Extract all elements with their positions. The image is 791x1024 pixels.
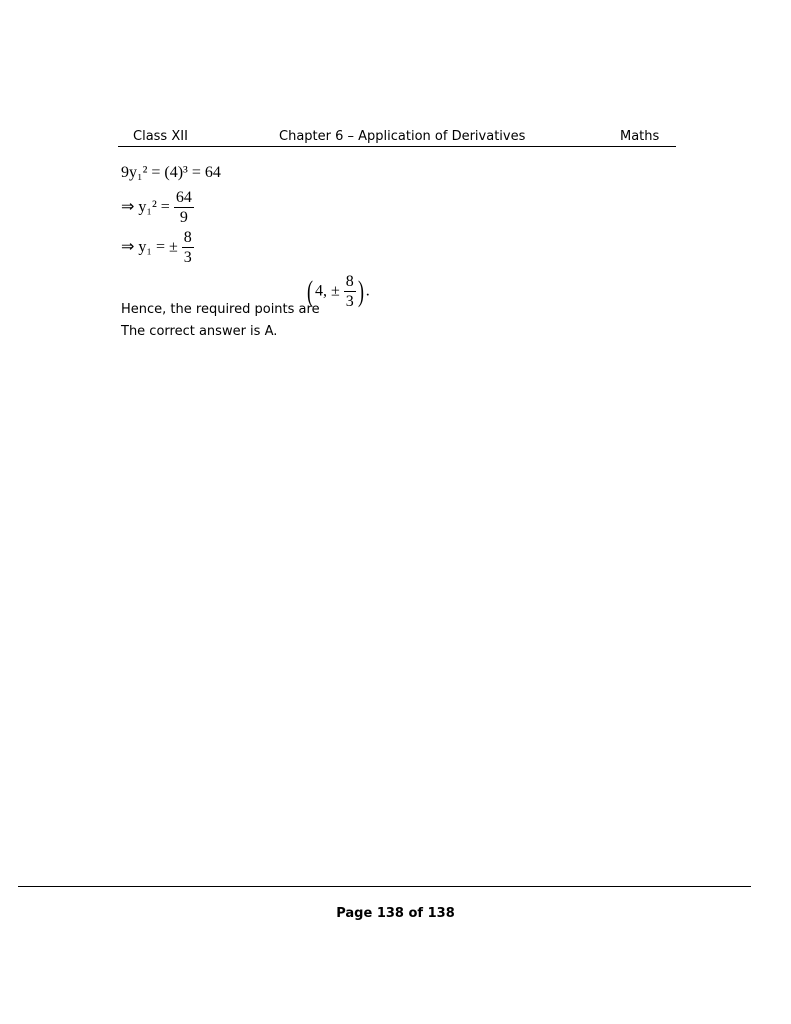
point-expression: ( 4, ± $\frac{8}{3}$ ) . [307, 273, 370, 310]
answer-text: The correct answer is A. [121, 324, 278, 339]
footer-rule [18, 886, 751, 887]
point-prefix: 4, ± [315, 282, 340, 300]
denominator: 3 [183, 249, 192, 266]
header-rule [118, 146, 676, 147]
equation-3 [121, 230, 194, 266]
equation-2-lhs: ⇒ y₁² = [121, 198, 170, 216]
equation-3-lhs: ⇒ y₁ = ± [121, 238, 178, 256]
fraction-8-3 [182, 230, 194, 266]
points-text: Hence, the required points are [121, 302, 320, 317]
equation-2 [121, 190, 194, 226]
header-class: Class XII [133, 129, 188, 144]
equation-1: 9y₁² = (4)³ = 64 [121, 164, 221, 181]
fraction-64-9 [174, 190, 194, 226]
header-subject: Maths [620, 129, 660, 144]
header-chapter: Chapter 6 – Application of Derivatives [279, 129, 526, 144]
page-number: Page 138 of 138 [336, 906, 455, 921]
numerator: 64 [175, 189, 192, 206]
numerator: 8 [183, 229, 192, 246]
fraction-8-3-point [344, 274, 356, 310]
numerator: 8 [345, 273, 354, 290]
denominator: 9 [179, 209, 188, 226]
denominator: 3 [345, 293, 354, 310]
